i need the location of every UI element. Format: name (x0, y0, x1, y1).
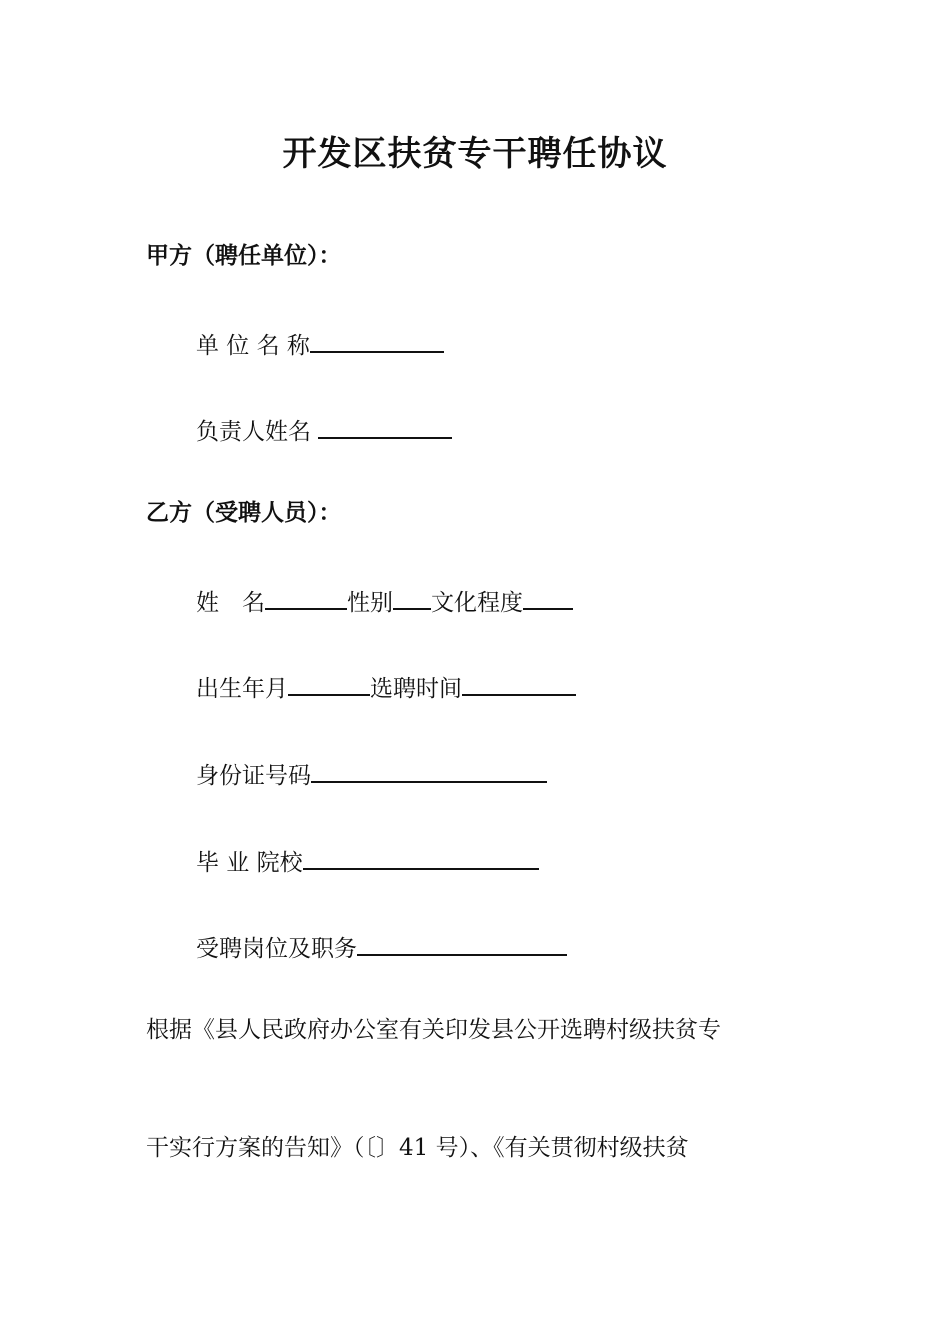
position-blank[interactable] (357, 928, 567, 956)
id-blank[interactable] (311, 755, 547, 783)
school-label: 毕 业 院校 (196, 850, 303, 876)
birth-selection-row (196, 668, 576, 705)
education-blank[interactable] (523, 582, 573, 610)
education-label: 文化程度 (431, 590, 523, 616)
gender-blank[interactable] (393, 582, 431, 610)
name-gender-education-row (196, 582, 573, 619)
body-text-line-1: 根据《县人民政府办公室有关印发县公开选聘村级扶贫专 (146, 1017, 721, 1043)
leader-name-row (196, 411, 452, 448)
document-title: 开发区扶贫专干聘任协议 (282, 134, 668, 174)
body-text-line-2: 干实行方案的告知》（〔〕41 号）、《有关贯彻村级扶贫 (146, 1135, 689, 1161)
birth-label: 出生年月 (196, 676, 288, 702)
name-label: 姓 名 (196, 590, 265, 616)
position-label: 受聘岗位及职务 (196, 936, 357, 962)
name-blank[interactable] (265, 582, 347, 610)
id-label: 身份证号码 (196, 763, 311, 789)
selection-time-label: 选聘时间 (370, 676, 462, 702)
party-a-heading: 甲方（聘任单位）： (146, 243, 342, 269)
unit-name-row (196, 325, 444, 362)
school-row (196, 842, 539, 879)
leader-name-label: 负责人姓名 (196, 419, 311, 445)
id-row (196, 755, 547, 792)
unit-name-label: 单 位 名 称 (196, 333, 310, 359)
party-b-heading: 乙方（受聘人员）： (146, 500, 342, 526)
unit-name-blank[interactable] (310, 325, 444, 353)
birth-blank[interactable] (288, 668, 370, 696)
school-blank[interactable] (303, 842, 539, 870)
position-row (196, 928, 567, 965)
selection-time-blank[interactable] (462, 668, 576, 696)
gender-label: 性别 (347, 590, 393, 616)
leader-name-blank[interactable] (318, 411, 452, 439)
